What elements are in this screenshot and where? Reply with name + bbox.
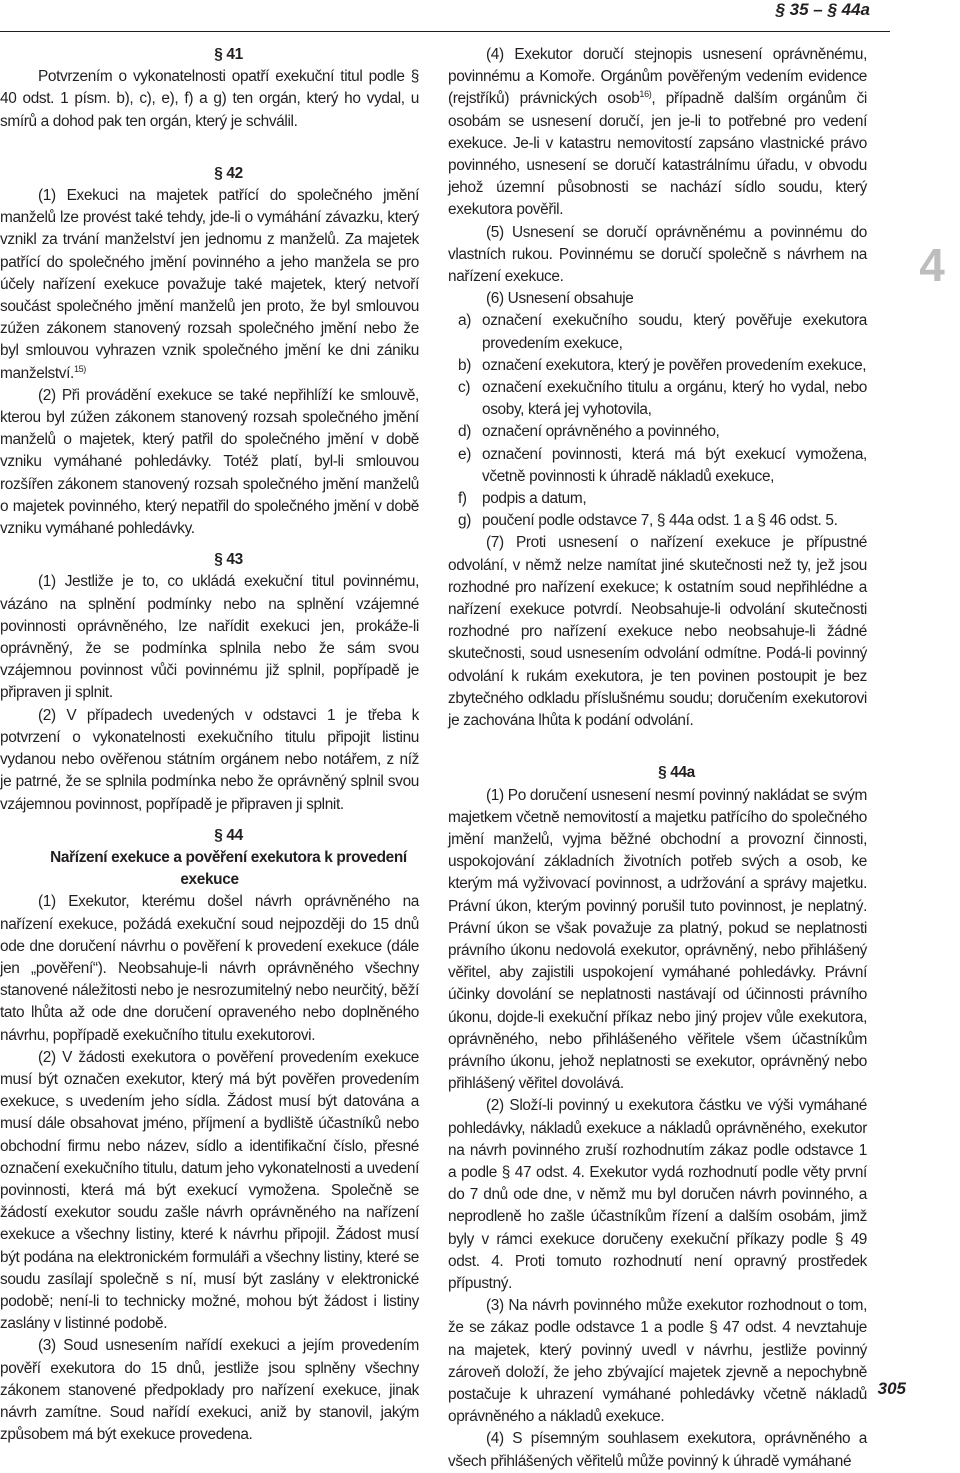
paragraph-text: (1) Exekuci na majetek patřící do společného jmění manželů lze provést také tehdy, jde-li o vymáhání závazku, který vznikl za trvání manželství jen jednomu z manželů. Za majetek patřící do společného jmění povinného a jeho manžela se pro účely nařízení exekuce považuje také majetek, který netvoří součást společného jmění manželů jen proto, že byl smlouvou zúžen zákonem stanovený rozsah společného jmění nebo že byl smlouvou vyhrazen vznik společného jmění ke dni zániku manželství. xyxy=(0,187,419,382)
paragraph: (2) V žádosti exekutora o pověření provedením exekuce musí být označen exekutor, který má být pověřen provedením exekuce, s uvedením jeho sídla. Žádost musí být datována a musí dále obsahovat jméno, příjmení a bydliště účastníků nebo obchodní firmu nebo název, sídlo a identifikační číslo, přesné označení exekučního titulu, datum jeho vykonatelnosti a uvedení povinnosti, která má být exekucí vymožena. Společně se žádostí exekutor soudu zašle návrh oprávněného na nařízení exekuce a všechny listiny, které k návrhu připojil. Žádost musí být podána na elektronickém formuláři a všechny listiny, které se soudu zasílají společně s ní, musí být zaslány v elektronické podobě; není-li to technicky možné, mohou být žádost i listiny zaslány v listinné podobě. xyxy=(0,1048,419,1333)
footnote-ref: 15) xyxy=(73,363,86,374)
section-heading-44: § 44 xyxy=(214,826,243,844)
paragraph: (3) Na návrh povinného může exekutor rozhodnout o tom, že se zákaz podle odstavce 1 a podle § 47 odst. 4 nevztahuje na majetek, který povinný uvedl v návrhu, jestliže povinný zároveň doloží, že jeho zbývající majetek zjevně a nepochybně postačuje k uhrazení vymáhané pohledávky včetně nákladů oprávněného a nákladů exekuce. xyxy=(448,1297,867,1426)
list-text: označení exekučního soudu, který pověřuje exekutora provedením exekuce, xyxy=(482,312,867,352)
paragraph: (5) Usnesení se doručí oprávněnému a povinnému do vlastních rukou. Povinnému se doručí společně s návrhem na nařízení exekuce. xyxy=(448,223,867,286)
list-item xyxy=(448,377,867,421)
list-text: podpis a datum, xyxy=(482,490,587,508)
list-label: g) xyxy=(458,512,471,530)
list-item xyxy=(448,444,867,488)
list-item xyxy=(448,355,867,377)
list-text: poučení podle odstavce 7, § 44a odst. 1 a § 46 odst. 5. xyxy=(482,512,838,530)
list-label: f) xyxy=(458,490,467,508)
list-item xyxy=(448,510,867,532)
list-text: označení exekutora, který je pověřen provedením exekuce, xyxy=(482,356,867,374)
list-label: e) xyxy=(458,445,471,463)
paragraph: (2) Při provádění exekuce se také nepřihlíží ke smlouvě, kterou byl zúžen zákonem stanovený rozsah společného jmění manželů o majetek, který patřil do společného jmění v době vzniku vymáhané pohledávky. Totéž platí, byl-li smlouvou rozšířen zákonem stanovený rozsah společného jmění manželů o majetek povinného, který nepatřil do společného jmění v době vzniku vymáhané pohledávky. xyxy=(0,386,419,538)
list-item xyxy=(448,421,867,443)
section-heading-41: § 41 xyxy=(214,46,243,63)
right-column xyxy=(448,44,867,1473)
list-item xyxy=(448,310,867,354)
list-label: b) xyxy=(458,356,471,374)
paragraph xyxy=(448,44,867,222)
paragraph: (2) Složí-li povinný u exekutora částku ve výši vymáhané pohledávky, nákladů exekuce a nákladů oprávněného, exekutor na návrh povinného zruší rozhodnutím zákaz podle odstavce 1 a podle § 47 odst. 4. Exekutor vydá rozhodnutí podle věty první do 7 dnů ode dne, v němž mu byl doručen návrh povinného, a neprodleně ho zašle účastníkům řízení a dalším osobám, jimž byly v rámci exekuce doručeny exekuční příkazy podle § 49 odst. 4. Proti tomuto rozhodnutí není opravný prostředek přípustný. xyxy=(448,1097,867,1292)
list-label: c) xyxy=(458,379,471,397)
paragraph: (1) Po doručení usnesení nesmí povinný nakládat se svým majetkem včetně nemovitostí a majetku patřícího do společného jmění manželů, vyjma běžné obchodní a provozní činnosti, uspokojování základních životních potřeb svých a osob, ke kterým má vyživovací povinnost, a udržování a správy majetku. Právní úkon, kterým povinný porušil tuto povinnost, je neplatný. Právní úkon se však považuje za platný, pokud se neplatnosti právního úkonu nedovolá exekutor, oprávněný, nebo přihlášený věřitel, aby zajistili uspokojení vymáhané pohledávky. Právní účinky dovolání se neplatnosti nastávají od účinnosti právního úkonu, dojde-li exekuční příkaz nebo jiný projev vůle exekutora, oprávněného, nebo přihlášeného věřitele všem účastníkům právního úkonu, jehož neplatnosti se exekutor, oprávněný nebo přihlášený věřitel dovolává. xyxy=(448,786,867,1093)
paragraph xyxy=(0,185,419,385)
section-title-44: Nařízení exekuce a pověření exekutora k provedení exekuce xyxy=(50,848,407,889)
section-heading-44a: § 44a xyxy=(658,764,695,782)
running-header: § 35 – § 44a xyxy=(775,0,870,19)
list-text: označení oprávněného a povinného, xyxy=(482,423,720,441)
paragraph-text: (4) Exekutor doručí stejnopis usnesení oprávněnému, povinnému a Komoře. Orgánům pověřeným vedením evidence (rejstříků) právnických osob xyxy=(448,46,867,108)
section-heading-43: § 43 xyxy=(214,551,243,569)
paragraph: (3) Soud usnesením nařídí exekuci a jejím provedením pověří exekutora do 15 dnů, jestliže jsou splněny všechny zákonem stanovené předpoklady pro nařízení exekuce, jinak návrh zamítne. Soud nařídí exekuci, aniž by stanovil, jakým způsobem má být exekuce provedena. xyxy=(0,1337,419,1444)
header-rule xyxy=(0,31,890,32)
paragraph: (1) Exekutor, kterému došel návrh oprávněného na nařízení exekuce, požádá exekuční soud nejpozději do 15 dnů ode dne doručení návrhu o pověření k provedení exekuce (dále jen „pověření“). Neobsahuje-li návrh oprávněného všechny stanovené náležitosti nebo je nesrozumitelný nebo neurčitý, běží tato lhůta až ode dne doručení opraveného nebo doplněného návrhu, popřípadě exekučního titulu exekutorovi. xyxy=(0,893,419,1044)
list-label: d) xyxy=(458,423,471,441)
paragraph: (2) V případech uvedených v odstavci 1 je třeba k potvrzení o vykonatelnosti exekučního titulu připojit listinu vydanou nebo ověřenou státním orgánem nebo notářem, z níž je patrné, že se splnila podmínka nebo že oprávněný splnil svou vzájemnou povinnost, popřípadě je připraven ji splnit. xyxy=(0,706,419,813)
list-label: a) xyxy=(458,312,471,330)
section-heading-42: § 42 xyxy=(214,164,243,182)
paragraph: (1) Jestliže je to, co ukládá exekuční titul povinnému, vázáno na splnění podmínky nebo na splnění vzájemné povinnosti oprávněného, lze nařídit exekuci jen, prokáže-li oprávněný, že se podmínka splnila nebo že sám svou vzájemnou povinnost vůči povinnému již splnil, popřípadě je připraven ji splnit. xyxy=(0,573,419,702)
enumerated-list xyxy=(448,310,867,532)
paragraph-text: , případně dalším orgánům či osobám se usnesení doručí, jen je-li to potřebné pro vedení exekuce. Je-li v katastru nemovitostí zapsáno vlastnické právo povinného, usnesení se doručí katastrálnímu úřadu, v obvodu jehož územní působnosti se nachází sídlo soudu, který exekutora pověřil. xyxy=(448,90,868,219)
left-column xyxy=(0,44,419,1446)
paragraph: (7) Proti usnesení o nařízení exekuce je přípustné odvolání, v němž nelze namítat jiné skutečnosti než ty, jež jsou rozhodné pro nařízení exekuce; k ostatním soud nepřihlédne a nařízení exekuce potvrdí. Neobsahuje-li odvolání skutečnosti rozhodné pro nařízení exekuce nebo neobsahuje-li žádné skutečnosti, soud usnesením odvolání odmítne. Podá-li povinný odvolání k rukám exekutora, je ten povinen postoupit je bez zbytečného odkladu příslušnému soudu; doručením exekutorovi je zachována lhůta k podání odvolání. xyxy=(448,534,867,730)
paragraph: (6) Usnesení obsahuje xyxy=(486,290,634,308)
footnote-ref: 16) xyxy=(639,89,652,100)
page-number: 305 xyxy=(877,1379,906,1398)
paragraph: Potvrzením o vykonatelnosti opatří exekuční titul podle § 40 odst. 1 písm. b), c), e), f) a g) ten orgán, který ho vydal, u smírů a dohod pak ten orgán, který je schválil. xyxy=(0,68,419,130)
chapter-marker: 4 xyxy=(919,239,945,291)
paragraph: (4) S písemným souhlasem exekutora, oprávněného a všech přihlášených věřitelů může povinný k úhradě vymáhané xyxy=(448,1430,867,1470)
list-text: označení exekučního titulu a orgánu, který ho vydal, nebo osoby, která jej vyhotovila, xyxy=(482,379,867,419)
list-item xyxy=(448,488,867,510)
list-text: označení povinnosti, která má být exekucí vymožena, včetně povinnosti k úhradě nákladů exekuce, xyxy=(482,445,867,485)
